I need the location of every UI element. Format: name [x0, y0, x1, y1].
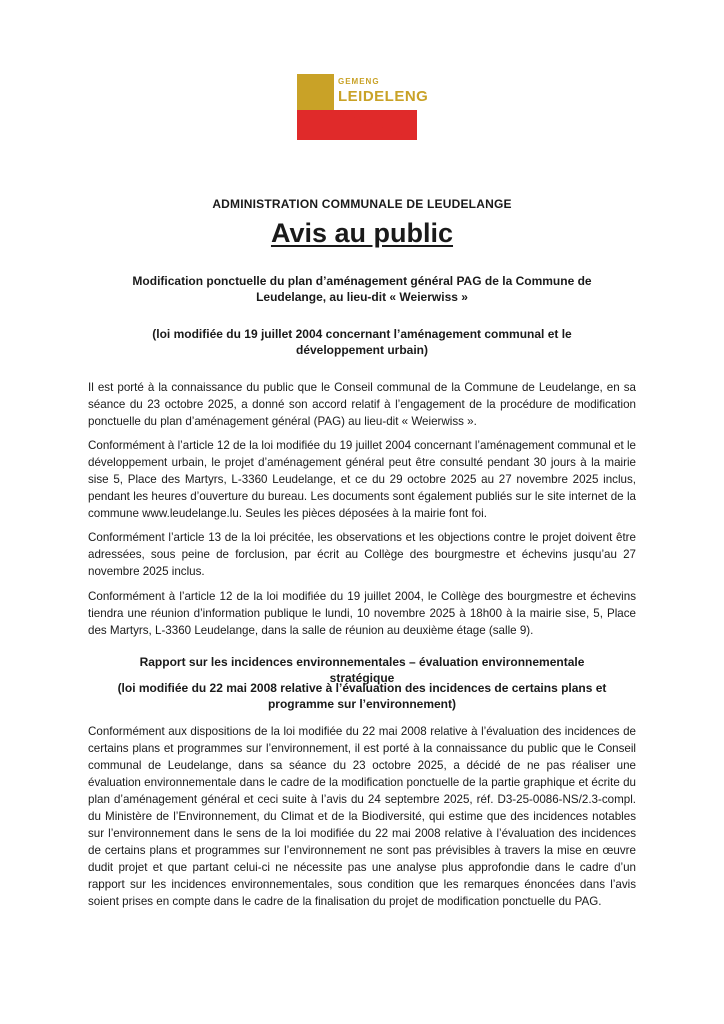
administration-heading: ADMINISTRATION COMMUNALE DE LEUDELANGE: [212, 197, 512, 211]
section1-subtitle: Modification ponctuelle du plan d’aménagement général PAG de la Commune de Leudelange, au lieu-dit « Weierwiss »: [132, 274, 592, 304]
logo-big-text: LEIDELENG: [338, 88, 429, 105]
paragraph-5: Conformément aux dispositions de la loi modifiée du 22 mai 2008 relative à l’évaluation des incidences de certains plans et programmes sur l’environnement, il est porté à la connaissance du public que le Conseil communal de Leudelange, dans sa séance du 23 octobre 2025, a décidé de ne pas réaliser une évaluation environnementale dans le cadre de la modification ponctuelle de la partie graphique et écrite du plan d’aménagement général et ceci suite à l’avis du 24 septembre 2025, réf. D3-25-0086-NS/2.3-compl. du Ministère de l’Environnement, du Climat et de la Biodiversité, qui estime que des incidences notables sur l’environnement dans le sens de la loi modifiée du 22 mai 2008 relative à l’évaluation des incidences de certains plans et programmes sur l’environnement ne sont pas prévisibles à travers la mise en œuvre dudit projet et que partant celui-ci ne nécessite pas une analyse plus approfondie dans le cadre d’un rapport sur les incidences environnementales, sous condition que les remarques énoncées dans l’avis soient prises en compte dans le cadre de la finalisation du projet de modification ponctuelle du PAG.: [88, 725, 636, 908]
logo-small-text: GEMENG: [338, 77, 380, 86]
paragraph-1: Il est porté à la connaissance du public que le Conseil communal de la Commune de Leudelange, en sa séance du 23 octobre 2025, a donné son accord relatif à l’engagement de la procédure de modification ponctuelle du plan d’aménagement général (PAG) au lieu-dit « Weierwiss ».: [88, 381, 636, 428]
section2-law-reference: (loi modifiée du 22 mai 2008 relative à l’évaluation des incidences de certains plans et programme sur l’environnement): [117, 681, 607, 711]
paragraph-2: Conformément à l’article 12 de la loi modifiée du 19 juillet 2004 concernant l’aménagement communal et le développement urbain, le projet d’aménagement général peut être consulté pendant 30 jours à la mairie sise 5, Place des Martyrs, L-3360 Leudelange, et ce du 29 octobre 2025 au 27 novembre 2025 inclus, pendant les heures d’ouverture du bureau. Les documents sont également publiés sur le site internet de la commune www.leudelange.lu. Seules les pièces déposées à la mairie font foi.: [88, 439, 636, 520]
paragraph-3: Conformément l’article 13 de la loi précitée, les observations et les objections contre le projet doivent être adressées, sous peine de forclusion, par écrit au Collège des bourgmestre et échevins jusqu’au 27 novembre 2025 inclus.: [88, 531, 636, 578]
page-title: Avis au public: [270, 218, 454, 248]
paragraph-4: Conformément à l’article 12 de la loi modifiée du 19 juillet 2004, le Collège des bourgmestre et échevins tiendra une réunion d’information publique le lundi, 10 novembre 2025 à 18h00 à la mairie sise, 5, Place des Martyrs, L-3360 Leudelange, dans la salle de réunion au deuxième étage (salle 9).: [88, 590, 636, 637]
commune-logo: [296, 74, 436, 166]
section1-law-reference: (loi modifiée du 19 juillet 2004 concernant l’aménagement communal et le développement urbain): [152, 327, 572, 357]
section2-subtitle: Rapport sur les incidences environnementales – évaluation environnementale stratégique: [139, 655, 585, 685]
